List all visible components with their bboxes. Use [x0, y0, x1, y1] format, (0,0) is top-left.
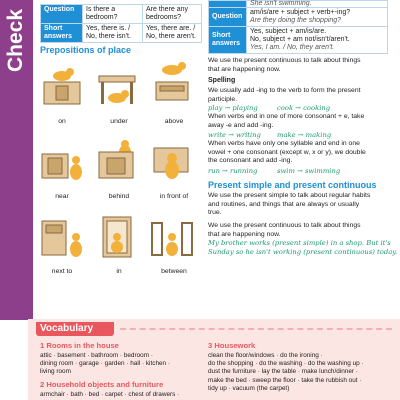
spelling-rule-line: the consonant and add -ing.: [208, 157, 293, 165]
vocabulary-divider: [120, 328, 392, 330]
picture-next-to: [40, 215, 84, 259]
rule-line: that are happening now.: [208, 230, 281, 238]
question-label: Question: [41, 5, 83, 24]
vocab-line: living room: [40, 368, 71, 376]
housework-list: [208, 352, 398, 393]
vocab-line: dining room · garage · garden · hall · kitchen ·: [40, 360, 171, 368]
label-next-to: next to: [51, 268, 73, 275]
label-under: under: [110, 118, 128, 125]
example-cook: cook → cooking: [277, 104, 331, 112]
short-answers-label: Short answers: [41, 24, 83, 43]
rule-line: and routines, and things that are always or usually: [208, 200, 360, 208]
pc-question-example: Are they doing the shopping?: [250, 17, 342, 24]
label-above: above: [164, 118, 184, 125]
spelling-rule-1: [208, 87, 398, 104]
top-row-cell: [247, 1, 388, 8]
pc-question-form: am/is/are + subject + verb+-ing?: [250, 9, 351, 16]
top-row-example: She isn't swimming.: [250, 0, 312, 7]
present-simple-rule: [208, 192, 400, 218]
vocab-line: armchair · bath · bed · carpet · chest of drawers ·: [40, 391, 180, 398]
label-in: in: [116, 268, 122, 275]
picture-between: [150, 215, 194, 259]
example-line: My brother works (present simple) in a shop. But it's: [208, 239, 391, 247]
vocabulary-title: Vocabulary: [40, 323, 94, 334]
short-answer-singular-yes: Yes, there is. /: [86, 25, 131, 32]
household-heading: 2 Household objects and furniture: [40, 380, 164, 389]
present-simple-continuous-heading: Present simple and present continuous: [208, 180, 377, 190]
spelling-rule-line: When verbs end in one of more consonant + e, take: [208, 113, 365, 120]
rule-line: true.: [208, 209, 222, 217]
label-behind: behind: [108, 193, 130, 200]
pc-intro: [208, 57, 398, 74]
picture-above: [150, 60, 194, 102]
picture-in: [95, 213, 139, 259]
example-run: run → running: [208, 167, 258, 175]
rule-line: We use the present simple to talk about regular habits: [208, 192, 371, 199]
picture-near: [40, 140, 84, 182]
label-in-front-of: in front of: [159, 193, 189, 200]
top-row-head: [209, 1, 247, 8]
vocab-line: attic · basement · bathroom · bedroom ·: [40, 352, 153, 359]
vocab-line: make the bed · sweep the floor · take the rubbish out ·: [208, 376, 362, 384]
rule-line: We use the present continuous to talk about things: [208, 222, 361, 229]
check-tab-label: Check: [4, 8, 27, 72]
pc-short-example: Yes, I am. / No, they aren't.: [250, 44, 335, 51]
housework-heading: 3 Housework: [208, 341, 256, 350]
pc-question-label: Question: [209, 8, 247, 27]
spelling-rule-line: vowel + one consonant (except w, x or y), we double: [208, 148, 366, 156]
example-line: Sunday so he isn't working (present continuous) today.: [208, 247, 398, 256]
spelling-rule-2: [208, 113, 398, 130]
example-swim: swim → swimming: [277, 167, 341, 175]
present-continuous-table: [208, 0, 388, 54]
check-tab: [4, 6, 29, 76]
example-make: make → making: [277, 131, 332, 139]
short-answer-singular-no: No, there isn't.: [86, 33, 131, 40]
label-on: on: [58, 118, 66, 125]
spelling-rule-line: When verbs have only one syllable and end in one: [208, 140, 360, 147]
pc-short-cell: [247, 27, 388, 54]
pc-short-yes: Yes, subject + am/is/are.: [250, 28, 327, 35]
there-is-table: [40, 4, 202, 43]
label-between: between: [161, 268, 187, 275]
prepositions-heading: Prepositions of place: [40, 45, 132, 55]
vocab-line: do the shopping · do the washing · do the washing up ·: [208, 360, 364, 368]
vocab-line: dust the furniture · lay the table · make lunch/dinner ·: [208, 368, 358, 376]
brother-example: [208, 239, 400, 256]
short-answer-singular: [83, 24, 143, 43]
short-answer-plural-no: No, there aren't.: [146, 33, 196, 40]
pc-short-no: No, subject + am not/isn't/aren't.: [250, 36, 350, 43]
rooms-list: [40, 352, 210, 377]
vocab-line: clean the floor/windows · do the ironing ·: [208, 352, 323, 359]
rooms-heading: 1 Rooms in the house: [40, 341, 119, 350]
pc-short-label: Short answers: [209, 27, 247, 54]
example-write: write → writing: [208, 131, 261, 139]
pc-intro-line: We use the present continuous to talk about things: [208, 57, 361, 64]
question-plural: Are there any bedrooms?: [143, 5, 202, 24]
label-near: near: [55, 193, 69, 200]
picture-on: [40, 64, 84, 106]
picture-in-front-of: [150, 138, 194, 180]
spelling-rule-3: [208, 140, 398, 166]
spelling-heading: Spelling: [208, 77, 236, 84]
spelling-rule-line: We usually add -ing to the verb to form the present: [208, 87, 361, 94]
pc-question-cell: [247, 8, 388, 27]
picture-under: [95, 64, 139, 106]
present-continuous-rule: [208, 222, 400, 239]
pc-intro-line: that are happening now.: [208, 65, 281, 73]
example-play: play → playing: [208, 104, 258, 112]
vocab-line: tidy up · vacuum (the carpet): [208, 384, 290, 392]
spelling-rule-line: away -e and add -ing.: [208, 121, 274, 129]
spelling-rule-line: participle.: [208, 95, 238, 103]
short-answer-plural: [143, 24, 202, 43]
question-singular: Is there a bedroom?: [83, 5, 143, 24]
short-answer-plural-yes: Yes, there are. /: [146, 25, 196, 32]
picture-behind: [95, 138, 139, 180]
household-list: [40, 391, 210, 399]
